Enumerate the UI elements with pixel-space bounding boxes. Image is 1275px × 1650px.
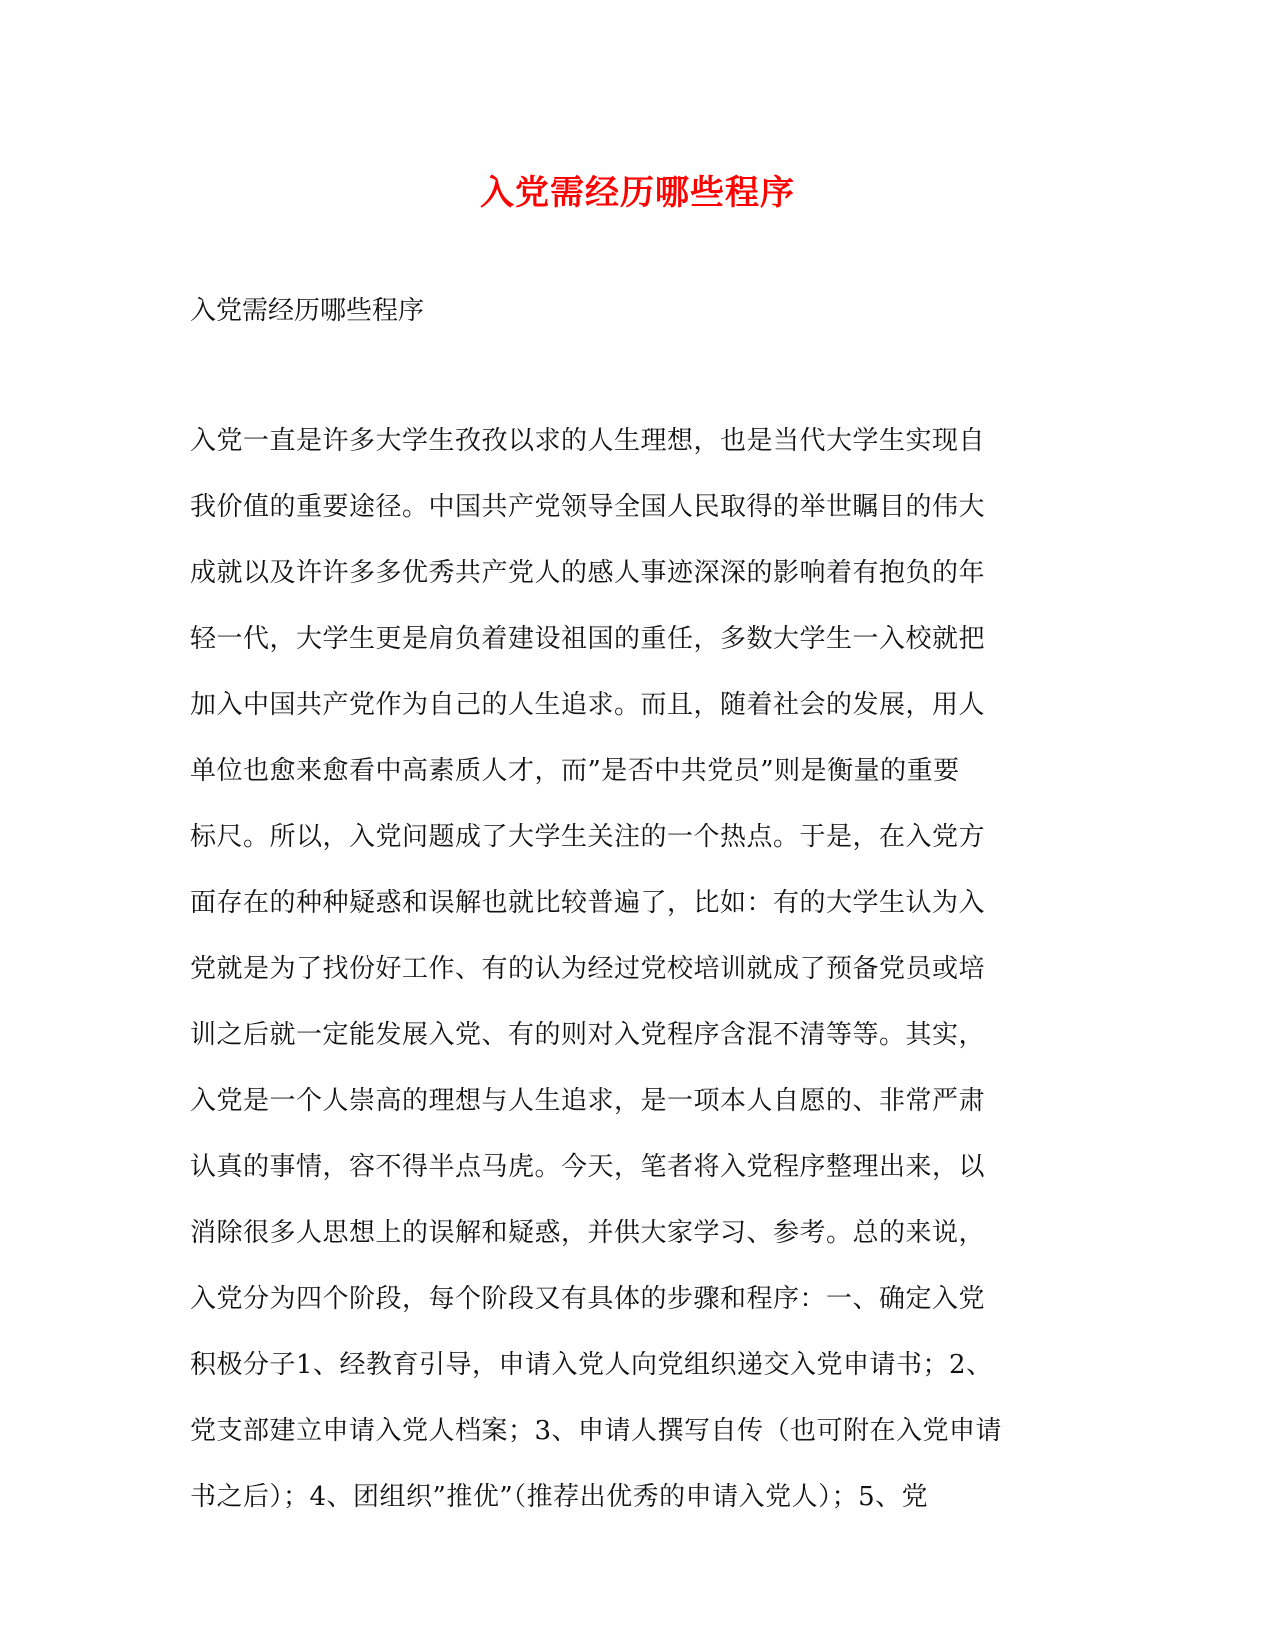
body-line: 训之后就一定能发展入党、有的则对入党程序含混不清等等。其实， [190,1020,986,1050]
body-line: 认真的事情，容不得半点马虎。今天，笔者将入党程序整理出来，以 [190,1152,986,1182]
body-line: 书之后）；4、团组织”推优”（推荐出优秀的申请入党人）；5、党 [190,1482,929,1512]
body-line: 入党分为四个阶段，每个阶段又有具体的步骤和程序：一、确定入党 [190,1284,986,1314]
body-line: 我价值的重要途径。中国共产党领导全国人民取得的举世瞩目的伟大 [190,492,986,522]
document-title: 入党需经历哪些程序 [480,173,795,213]
document-subtitle: 入党需经历哪些程序 [190,296,425,326]
body-line: 面存在的种种疑惑和误解也就比较普遍了，比如：有的大学生认为入 [190,888,986,918]
body-line: 成就以及许许多多优秀共产党人的感人事迹深深的影响着有抱负的年 [190,558,986,588]
body-line: 积极分子1、经教育引导，申请入党人向党组织递交入党申请书；2、 [190,1350,993,1380]
body-line: 轻一代，大学生更是肩负着建设祖国的重任，多数大学生一入校就把 [190,624,986,654]
body-line: 入党是一个人崇高的理想与人生追求，是一项本人自愿的、非常严肃 [190,1086,986,1116]
body-line: 标尺。所以，入党问题成了大学生关注的一个热点。于是，在入党方 [190,822,986,852]
body-line: 党就是为了找份好工作、有的认为经过党校培训就成了预备党员或培 [190,954,986,984]
body-line: 党支部建立申请入党人档案；3、申请人撰写自传（也可附在入党申请 [190,1416,1003,1446]
body-paragraph [190,408,1080,1530]
body-line: 加入中国共产党作为自己的人生追求。而且，随着社会的发展，用人 [190,690,986,720]
body-line: 入党一直是许多大学生孜孜以求的人生理想，也是当代大学生实现自 [190,426,986,456]
body-line: 单位也愈来愈看中高素质人才，而”是否中共党员”则是衡量的重要 [190,756,960,786]
body-line: 消除很多人思想上的误解和疑惑，并供大家学习、参考。总的来说， [190,1218,986,1248]
